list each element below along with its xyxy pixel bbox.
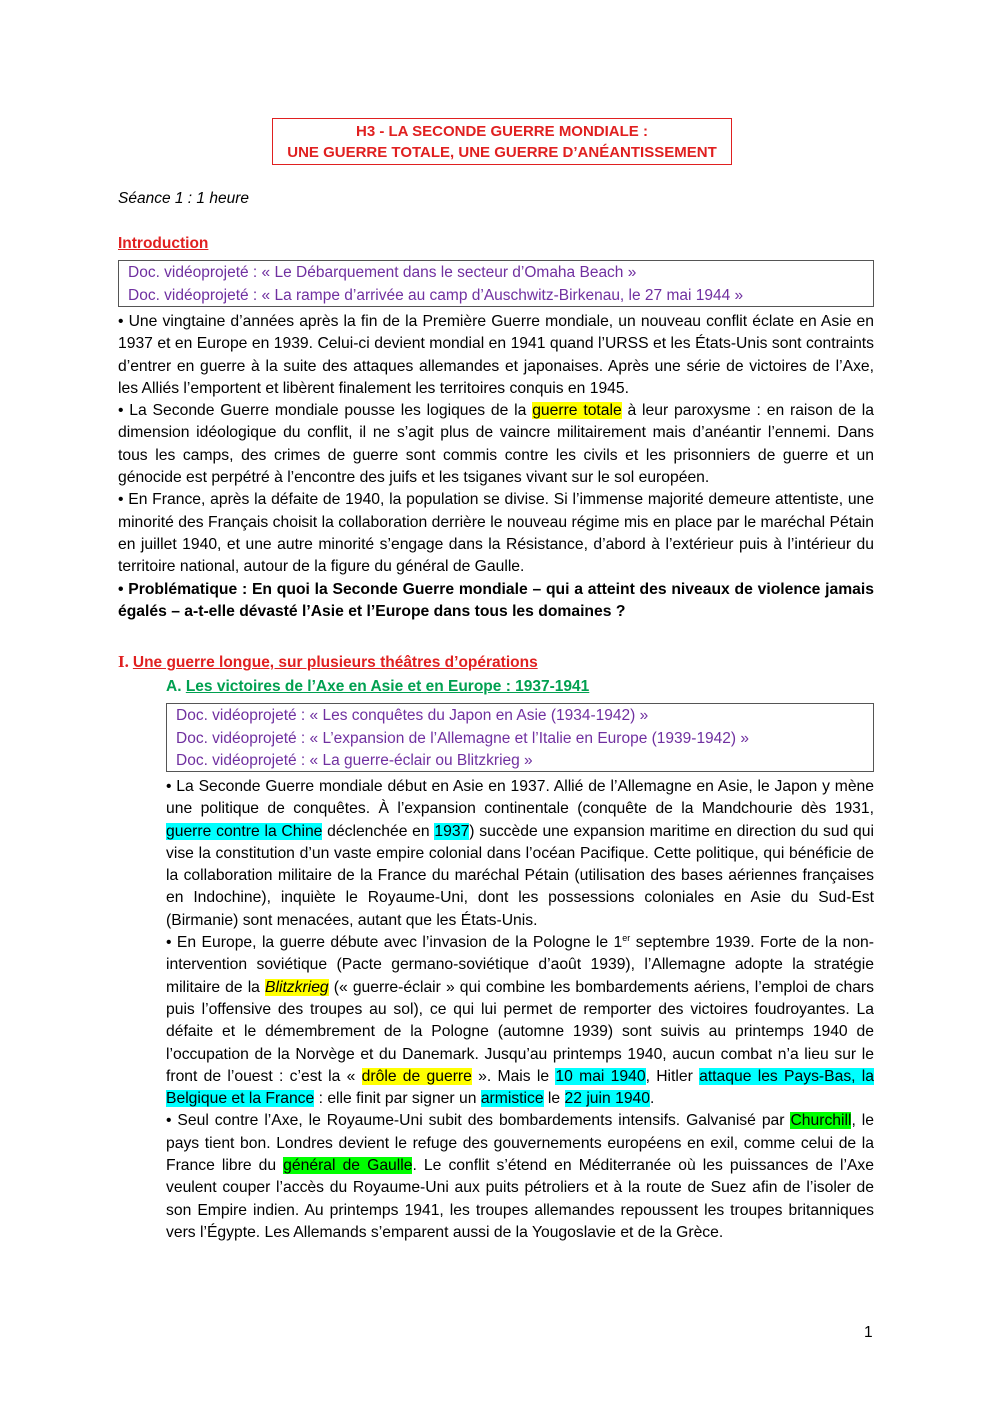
subsection-a-paragraph-1: • La Seconde Guerre mondiale début en Asie en 1937. Allié de l’Allemagne en Asie, le Japon y mène une politique de conquêtes. À l’expansion continentale (conquête de la Mandchourie dès 1931, guerre contre la Chine déclenchée en 1937) succède une expansion maritime en direction du sud qui vise la constitution d’un vaste empire colonial dans l’océan Pacifique. Cette politique, qui bénéficie de la collaboration militaire de la France du maréchal Pétain (utilisation des bases aériennes françaises en Indochine), inquiète le Royaume-Uni, dont les possessions coloniales en Asie du Sud-Est (Birmanie) sont menacées, autant que les États-Unis. [166, 778, 874, 929]
subsection-a-doc-2: Doc. vidéoprojeté : « L’expansion de l’Allemagne et l’Italie en Europe (1939-1942) » [176, 729, 750, 747]
subsection-a-heading [166, 678, 589, 696]
subsection-a-paragraph-2: • En Europe, la guerre débute avec l’invasion de la Pologne le 1er septembre 1939. Forte de la non-intervention soviétique (Pacte germano-soviétique d’août 1939), l’Allemagne adopte la stratégie militaire de la Blitzkrieg (« guerre-éclair » qui combine les bombardements aériens, l’emploi de chars puis l’offensive des troupes au sol), ce qui lui permet de remporter des victoires foudroyantes. La défaite et le démembrement de la Pologne (automne 1939) sont suivis au printemps 1940 de l’occupation de la Norvège et du Danemark. Jusqu’au printemps 1940, aucun combat n’a lieu sur le front de l’ouest : c’est la « drôle de guerre ». Mais le 10 mai 1940, Hitler attaque les Pays-Bas, la Belgique et la France : elle finit par signer un armistice le 22 juin 1940. [166, 932, 875, 1108]
intro-doc-2: Doc. vidéoprojeté : « La rampe d’arrivée au camp d’Auschwitz-Birkenau, le 27 mai 1944 » [128, 286, 744, 304]
introduction-heading: Introduction [118, 235, 209, 252]
highlight-1937: 1937 [434, 822, 470, 840]
subsection-a-title: Les victoires de l’Axe en Asie et en Europe : 1937-1941 [185, 678, 590, 695]
intro-paragraph-1: • Une vingtaine d’années après la fin de la Première Guerre mondiale, un nouveau conflit éclate en Asie en 1937 et en Europe en 1939. Celui-ci devient mondial en 1941 quand l’URSS et les États-Unis sont contraints d’entrer en guerre à la suite des attaques allemandes et japonaises. Après une série de victoires de l’Axe, les Alliés l’emportent et libèrent finalement les territoires conquis en 1945. [118, 313, 874, 397]
title-line-2: UNE GUERRE TOTALE, UNE GUERRE D’ANÉANTISSEMENT [287, 144, 717, 161]
subsection-a-docs-box [166, 703, 874, 772]
highlight-22-juin-1940: 22 juin 1940 [564, 1090, 651, 1108]
session-label: Séance 1 : 1 heure [118, 190, 249, 207]
section-1-heading [118, 652, 538, 672]
intro-paragraph-2: • La Seconde Guerre mondiale pousse les logiques de la guerre totale à leur paroxysme : en raison de la dimension idéologique du conflit, il ne s’agit plus de vaincre militairement mais d’anéantir l’ennemi. Dans tous les camps, des crimes de guerre sont commis contre les civils et les prisonniers de guerre et un génocide est perpétré à l’encontre des juifs et les tsiganes vivant sur le sol européen. [118, 402, 874, 487]
highlight-blitzkrieg: Blitzkrieg [265, 978, 329, 996]
highlight-guerre-totale: guerre totale [532, 402, 622, 420]
subsection-a-paragraph-3: • Seul contre l’Axe, le Royaume-Uni subit des bombardements intensifs. Galvanisé par Churchill, le pays tient bon. Londres devient le refuge des gouvernements européens en exil, comme celui de la France libre du général de Gaulle. Le conflit s’étend en Méditerranée où les puissances de l’Axe veulent couper l’accès du Royaume-Uni aux puits pétroliers et à la route de Suez afin de l’isoler de son Empire indien. Au printemps 1941, les troupes allemandes repoussent les troupes britanniques vers l’Égypte. Les Allemands s’emparent aussi de la Yougoslavie et de la Grèce. [166, 1112, 874, 1241]
subsection-a-doc-3: Doc. vidéoprojeté : « La guerre-éclair ou Blitzkrieg » [176, 752, 533, 769]
highlight-general-de-gaulle: général de Gaulle [283, 1157, 413, 1175]
highlight-10-mai-1940: 10 mai 1940 [555, 1067, 646, 1085]
title-line-1: H3 - LA SECONDE GUERRE MONDIALE : [356, 123, 648, 140]
highlight-armistice: armistice [480, 1090, 544, 1108]
highlight-guerre-chine: guerre contre la Chine [166, 822, 323, 840]
title-box [272, 118, 732, 165]
page-number: 1 [864, 1324, 873, 1341]
highlight-drole-de-guerre: drôle de guerre [361, 1067, 472, 1085]
highlight-attaque: attaque les Pays-Bas, la Belgique et la France [166, 1067, 875, 1108]
highlight-churchill: Churchill [790, 1112, 852, 1130]
problematique: • Problématique : En quoi la Seconde Guerre mondiale – qui a atteint des niveaux de violence jamais égalés – a-t-elle dévasté l’Asie et l’Europe dans tous les domaines ? [118, 580, 874, 620]
intro-doc-1: Doc. vidéoprojeté : « Le Débarquement dans le secteur d’Omaha Beach » [128, 264, 637, 281]
subsection-a-letter: A. [166, 678, 182, 695]
intro-docs-box [118, 260, 874, 307]
section-1-title: Une guerre longue, sur plusieurs théâtres d’opérations [132, 654, 538, 671]
section-1-numeral: I. [118, 652, 129, 671]
subsection-a-doc-1: Doc. vidéoprojeté : « Les conquêtes du Japon en Asie (1934-1942) » [176, 707, 649, 724]
subsection-a-text [166, 776, 874, 1244]
intro-paragraph-3: • En France, après la défaite de 1940, la population se divise. Si l’immense majorité demeure attentiste, une minorité des Français choisit la collaboration derrière le nouveau régime mis en place par le maréchal Pétain en juillet 1940, et une autre minorité s’engage dans la Résistance, d’abord à l’extérieur puis à l’intérieur du territoire national, autour de la figure du général de Gaulle. [118, 491, 874, 576]
introduction-text [118, 311, 874, 623]
